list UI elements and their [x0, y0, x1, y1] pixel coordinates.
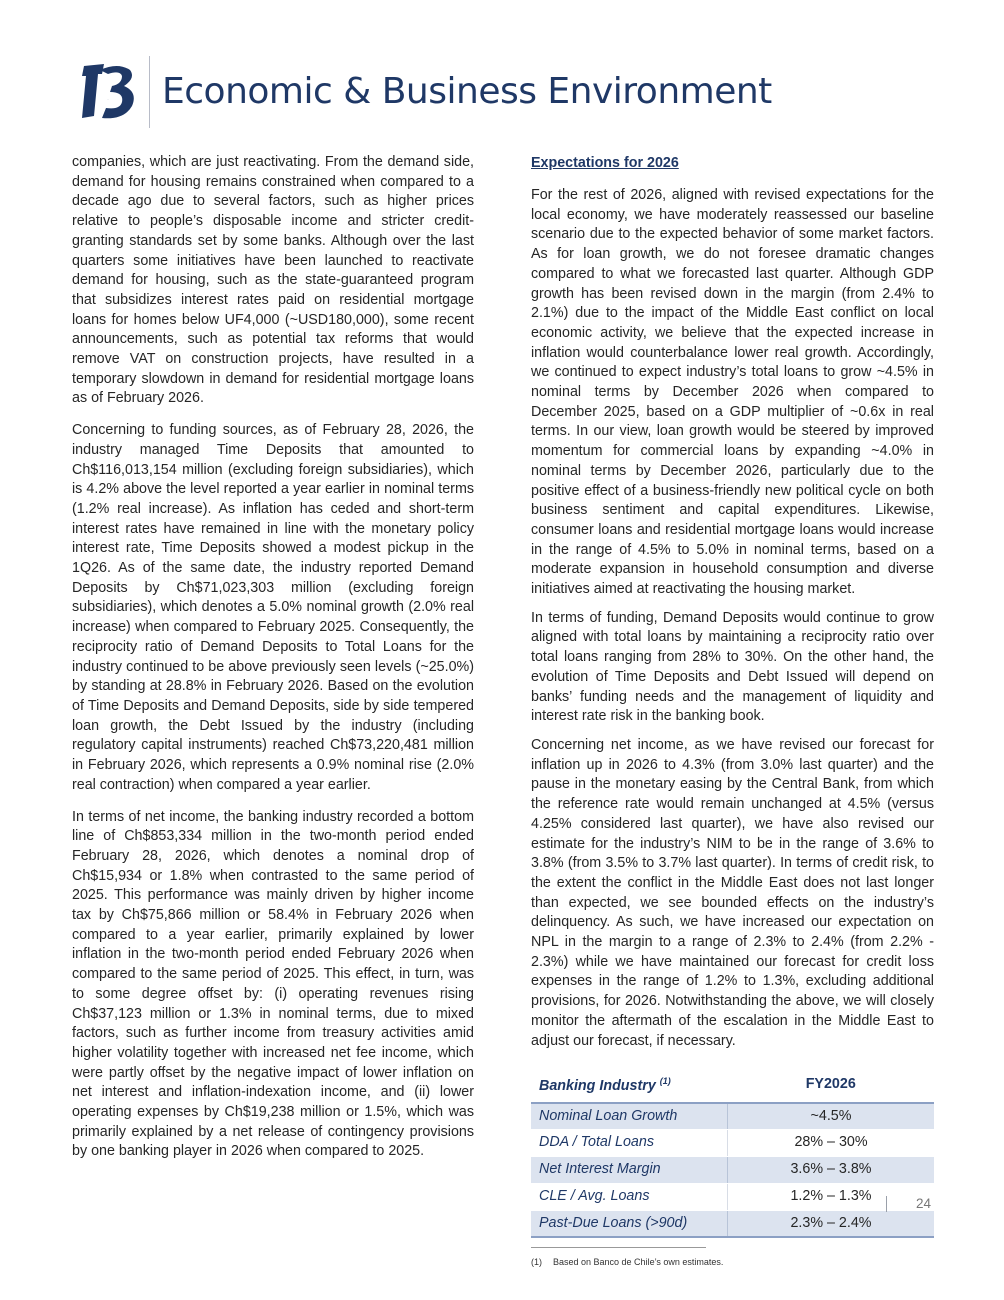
left-column: [72, 153, 474, 1174]
page-title: Economic & Business Environment: [162, 71, 772, 112]
paragraph-loan-outlook: For the rest of 2026, aligned with revised expectations for the local economy, we have moderately reassessed our baseline scenario due to the expected behavior of some market factors. As for loan growth, we do not foresee dramatic changes compared to what we forecasted last quarter. Although GDP growth has been revised down in the margin (from 2.4% to 2.1%) due to the impact of the Middle East conflict on local economic activity, we believe that the expected increase in inflation would counterbalance lower real growth. Accordingly, we continued to expect industry’s total loans to grow ~4.5% in nominal terms by December 2026 when compared to December 2025, based on a GDP multiplier of ~0.6x in real terms. In our view, loan growth would be steered by improved momentum for commercial loans by expanding ~4.0% in nominal terms by December 2026, particularly due to the positive effect of a business-friendly new political cycle on both business sentiment and capital expenditures. Likewise, consumer loans and residential mortgage loans would increase in the range of 4.5% to 5.0% in nominal terms, based on a moderate expansion in household consumption and diverse initiatives aimed at reactivating the housing market.: [531, 187, 934, 598]
table-header-fy2026: FY2026: [728, 1067, 935, 1102]
table-row: [531, 1183, 934, 1210]
row-label: DDA / Total Loans: [531, 1130, 728, 1157]
row-value: 2.3% – 2.4%: [728, 1210, 935, 1237]
row-label: Past-Due Loans (>90d): [531, 1210, 728, 1237]
row-label: Net Interest Margin: [531, 1157, 728, 1184]
table-header-row: [531, 1067, 934, 1102]
row-value: 28% – 30%: [728, 1130, 935, 1157]
paragraph-net-income: In terms of net income, the banking industry recorded a bottom line of Ch$853,334 million in the two-month period ended February 28, 2026, which denotes a nominal drop of Ch$15,934 or 1.8% when contrasted to the same period of 2025. This performance was mainly driven by higher income tax by Ch$75,866 million or 58.4% in February 2026 when compared to a year earlier, primarily explained by lower inflation in the two-month period ended February 2026 when compared to the same period of 2025. This effect, in turn, was to some degree offset by: (i) operating revenues rising Ch$37,123 million or 1.3% in nominal terms, due to mixed factors, such as further income from treasury activities amid higher volatility together with increased net fee income, which were partly offset by the negative impact of lower inflation on net interest and inflation-indexation income, and (ii) lower operating expenses by Ch$19,238 million or 1.5%, which was primarily explained by a net release of contingency provisions by one banking player in 2026 when compared to 2025.: [72, 808, 474, 1160]
header-divider: [149, 56, 150, 128]
page-number-divider: [886, 1196, 887, 1212]
banking-industry-table: [531, 1067, 934, 1238]
row-value: ~4.5%: [728, 1103, 935, 1130]
row-value: 1.2% – 1.3%: [728, 1183, 935, 1210]
row-label: CLE / Avg. Loans: [531, 1183, 728, 1210]
paragraph-funding-sources: Concerning to funding sources, as of February 28, 2026, the industry managed Time Deposits that amounted to Ch$116,013,154 million (excluding foreign subsidiaries), which is 4.2% above the level reported a year earlier in nominal terms (1.2% real increase). As inflation has ceded and short-term interest rates have remained in line with the monetary policy interest rate, Time Deposits showed a modest pickup in the 1Q26. As of the same date, the industry reported Demand Deposits by Ch$71,023,303 million (excluding foreign subsidiaries), which denotes a 5.0% nominal growth (2.0% real increase) when compared to February 2025. Consequently, the reciprocity ratio of Demand Deposits to Total Loans for the industry continued to be above previously seen levels (~25.0%) by standing at 28.8% in February 2026. Based on the evolution of Time Deposits and Demand Deposits, side by side tempered loan growth, the Debt Issued by the industry (including regulatory capital instruments) reached Ch$73,220,481 million in February 2026, which represents a 0.9% nominal rise (2.0% real contraction) when compared a year earlier.: [72, 422, 474, 793]
table-row: [531, 1103, 934, 1130]
table-footnote: (1) Based on Banco de Chile’s own estimates.: [531, 1257, 724, 1268]
bank-logo-icon: [78, 60, 138, 122]
footnote-marker: (1): [659, 1076, 671, 1087]
paragraph-funding-outlook: In terms of funding, Demand Deposits would continue to grow aligned with total loans by maintaining a reciprocity ratio over total loans ranging from 28% to 30%. On the other hand, the evolution of Time Deposits and Debt Issued will depend on banks’ funding needs and the management of liquidity and interest rate risk in the banking book.: [531, 609, 934, 725]
paragraph-income-outlook: Concerning net income, as we have revised our forecast for inflation up in 2026 to 4.3% (from 3.0% last quarter) and the pause in the monetary easing by the Central Bank, from which the reference rate would remain unchanged at 4.5% (versus 4.25% considered last quarter), we have also revised our estimate for the industry’s NIM to be in the range of 3.6% to 3.8% (from 3.5% to 3.7% last quarter). In terms of credit risk, to the extent the conflict in the Middle East does not last longer than expected, we see bounded effects on the industry’s delinquency. As such, we have increased our expectation on NPL in the margin to a range of 2.3% to 2.4% (from 2.2% - 2.3%) while we have maintained our forecast for credit loss expenses in the range of 1.2% to 1.3%, excluding additional provisions, for 2026. Notwithstanding the above, we will closely monitor the aftermath of the escalation in the Middle East to adjust our forecast, if necessary.: [531, 736, 934, 1049]
page-number: 24: [916, 1196, 932, 1211]
right-column: [531, 153, 934, 1273]
row-label: Nominal Loan Growth: [531, 1103, 728, 1130]
section-heading-expectations: Expectations for 2026: [531, 155, 679, 171]
row-value: 3.6% – 3.8%: [728, 1157, 935, 1184]
table-header-label: Banking Industry $^{(1)}$: [531, 1067, 728, 1102]
table-row: [531, 1210, 934, 1237]
table-row: [531, 1157, 934, 1184]
footnote-rule: [531, 1247, 706, 1248]
paragraph-housing-demand: companies, which are just reactivating. From the demand side, demand for housing remains constrained when compared to a decade ago due to several factors, such as higher prices relative to people’s disposable income and stricter credit-granting standards set by some banks. Although over the last quarters some initiatives have been launched to reactivate demand for housing, such as the state-guaranteed program that subsidizes interest rates paid on residential mortgage loans for homes below UF4,000 (~USD180,000), some recent announcements, such as potential tax reforms that would remove VAT on construction projects, have resulted in a temporary slowdown in demand for residential mortgage loans as of February 2026.: [72, 154, 474, 407]
table-row: [531, 1130, 934, 1157]
page-header: [78, 56, 938, 132]
svg-text:B: B: [107, 100, 109, 101]
